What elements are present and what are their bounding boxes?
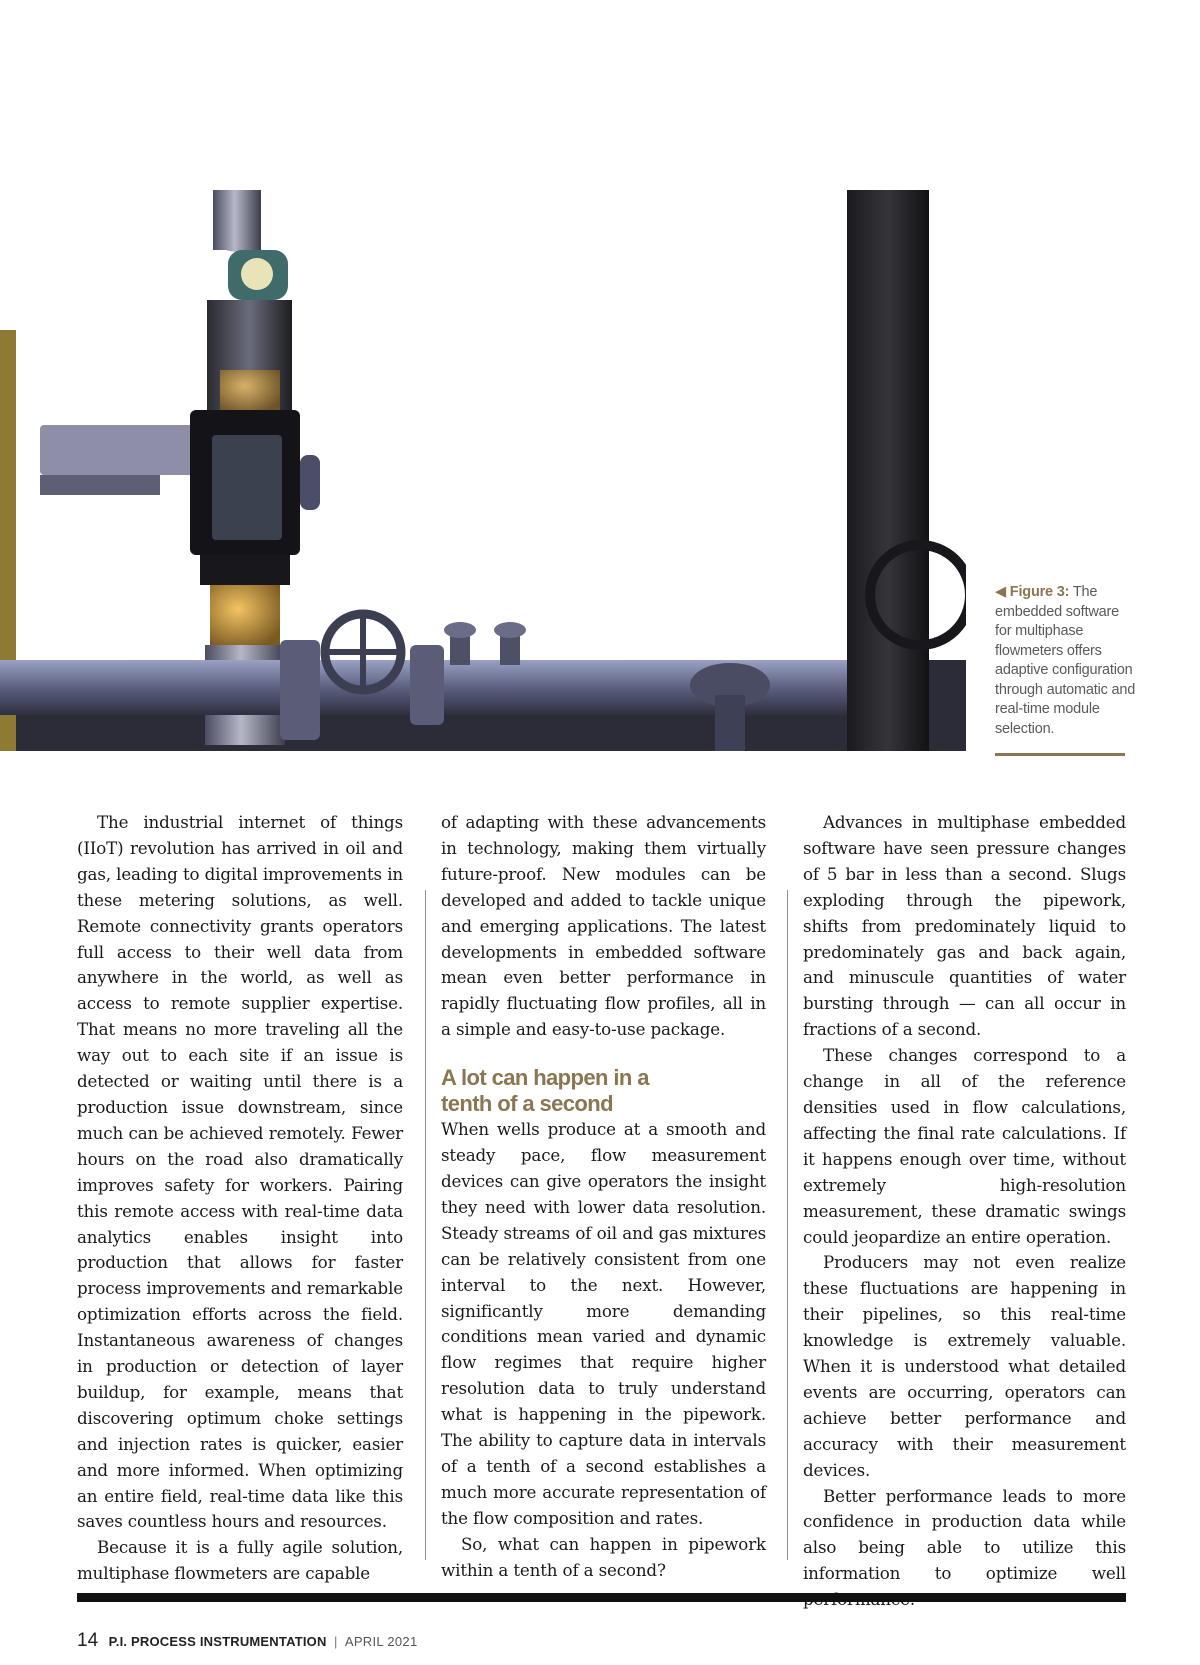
paragraph: Producers may not even realize these fluctuations are happening in their pipelines, so this real-time knowledge is extremely valuable. When it is understood what detailed events are occurring, operators can achieve better performance and accuracy with their measurement devices. (803, 1252, 1126, 1480)
paragraph: When wells produce at a smooth and steady pace, flow measurement devices can give operators the insight they need with lower data resolution. Steady streams of oil and gas mixtures can be relatively consistent from one interval to the next. However, significantly more demanding conditions mean varied and dynamic flow regimes that require higher resolution data to truly understand what is happening in the pipework. The ability to capture data in intervals of a tenth of a second establishes a much more accurate representation of the flow composition and rates. (441, 1119, 766, 1528)
issue-date: APRIL 2021 (344, 1634, 418, 1649)
figure-caption (995, 583, 1137, 739)
paragraph: The industrial internet of things (IIoT) revolution has arrived in oil and gas, leading to digital improvements in these metering solutions, as well. Remote connectivity grants operators full access to their well data from anywhere in the world, as well as access to remote supplier expertise. That means no more traveling all the way out to each site if an issue is detected or waiting until there is a production issue downstream, since much can be achieved remotely. Fewer hours on the road also dramatically improves safety for workers. Pairing this remote access with real-time data analytics enables insight into production that allows for faster process improvements and remarkable optimization efforts across the field. Instantaneous awareness of changes in production or detection of layer buildup, for example, means that discovering optimum choke settings and injection rates is quicker, easier and more informed. When optimizing an entire field, real-time data like this saves countless hours and resources. (77, 812, 403, 1532)
paragraph: Because it is a fully agile solution, multiphase flowmeters are capable (77, 1537, 403, 1584)
paragraph: Better performance leads to more confidence in production data while also being able to utilize this information to optimize well (803, 1485, 1126, 1584)
paragraph: Advances in multiphase embedded software have seen pressure changes of 5 bar in less than a second. Slugs exploding through the pipework, shifts from predominately liquid to predominately gas and back again, and minuscule quantities of water bursting through — can all occur in fractions of a second. (803, 812, 1126, 1040)
column-divider (425, 890, 426, 1560)
article-column-1 (77, 810, 403, 1587)
figure-label: Figure 3: (1009, 584, 1070, 600)
subhead-line-1: A lot can happen in a (441, 1065, 649, 1091)
column-divider (787, 890, 788, 1560)
caption-arrow-icon: ◀ (995, 584, 1006, 600)
flowmeter-photo (0, 190, 966, 751)
subhead-line-2: tenth of a second (441, 1091, 613, 1117)
publication-name: P.I. PROCESS INSTRUMENTATION (108, 1634, 327, 1649)
section-subhead (441, 1065, 766, 1117)
paragraph: So, what can happen in pipework within a tenth of a second? (441, 1533, 766, 1580)
page-number: 14 (77, 1630, 99, 1651)
footer-rule (77, 1593, 1126, 1602)
paragraph: These changes correspond to a change in all of the reference densities used in flow calculations, affecting the final rate calculations. If it happens enough over time, without extremely high-resolution measurement, these dramatic swings could jeopardize an entire operation. (803, 1045, 1126, 1247)
paragraph-continued: of adapting with these advancements in technology, making them virtually future-proof. New modules can be developed and added to tackle unique and emerging applications. The latest developments in embedded software mean even better performance in rapidly fluctuating flow profiles, all in a simple and easy-to-use package. (441, 812, 766, 1040)
footer-separator: | (334, 1634, 338, 1649)
article-column-3 (803, 810, 1126, 1613)
figure-caption-text: The embedded software for multiphase flowmeters offers adaptive configuration through automatic and real-time module selection. (995, 584, 1136, 737)
caption-rule (995, 753, 1125, 756)
page-footer (77, 1630, 417, 1652)
article-column-2 (441, 810, 766, 1583)
